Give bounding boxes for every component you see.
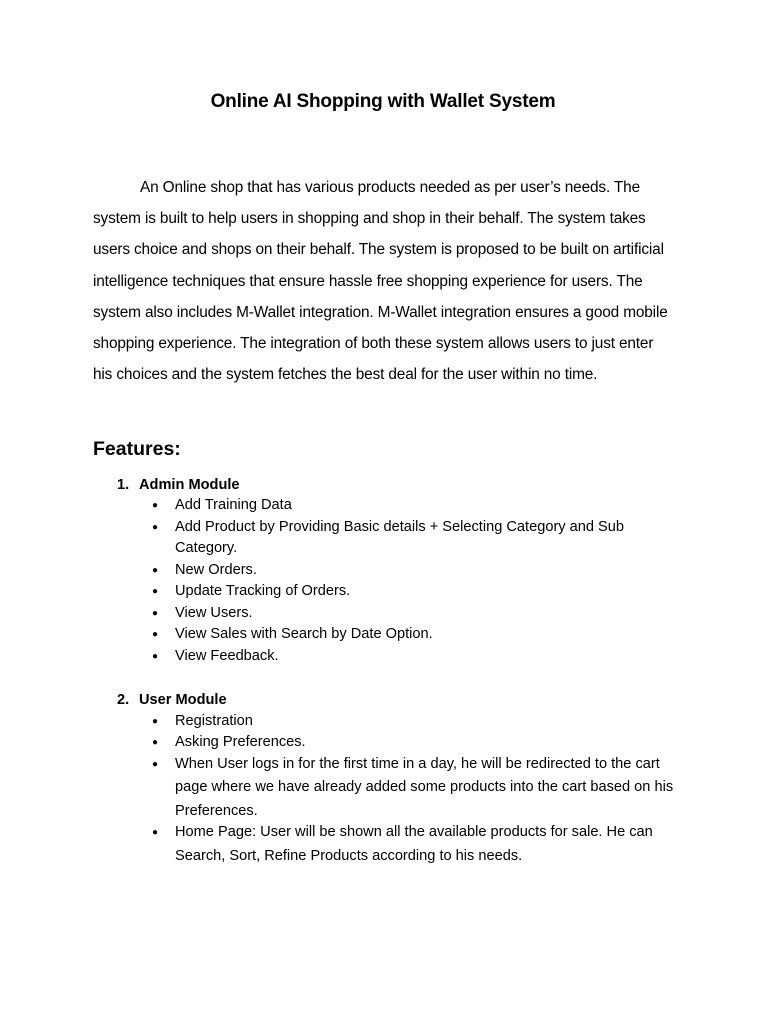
list-item-text: Home Page: User will be shown all the available products for sale. He can Search, Sort, Refine Products according to his needs. bbox=[175, 824, 653, 865]
bullet-icon: ● bbox=[152, 586, 159, 597]
list-item bbox=[148, 646, 678, 668]
list-item bbox=[148, 495, 678, 517]
list-item-text: New Orders. bbox=[175, 561, 257, 578]
list-item-text: Add Product by Providing Basic details + Selecting Category and Sub Category. bbox=[175, 518, 625, 556]
list-item-text: Update Tracking of Orders. bbox=[175, 583, 351, 599]
bullet-icon: ● bbox=[152, 758, 159, 770]
intro-paragraph: An Online shop that has various products needed as per user’s needs. The system is built to help users in shopping and shop in their behalf. The system takes users choice and shops on their behalf. The system is proposed to be built on artificial intelligence techniques that ensure hassle free shopping experience for users. The system also includes M-Wallet integration. M-Wallet integration ensures a good mobile shopping experience. The integration of both these system allows users to just enter his choices and the system fetches the best deal for the user within no time. bbox=[93, 179, 668, 384]
list-item bbox=[148, 731, 678, 755]
user-module-title bbox=[117, 690, 227, 710]
list-item bbox=[148, 710, 678, 734]
document-title: Online AI Shopping with Wallet System bbox=[210, 91, 556, 112]
list-item-text: View Users. bbox=[175, 604, 253, 621]
list-item bbox=[148, 581, 678, 603]
bullet-icon: ● bbox=[152, 564, 159, 576]
module-title-text: Admin Module bbox=[139, 477, 240, 493]
list-item-text: When User logs in for the first time in a day, he will be redirected to the cart page where we have already added some products into the cart based on his Preferences. bbox=[175, 755, 674, 820]
list-item bbox=[148, 517, 678, 560]
list-item-text: Add Training Data bbox=[175, 497, 292, 513]
list-item-text: View Feedback. bbox=[175, 647, 279, 664]
bullet-icon: ● bbox=[152, 716, 159, 727]
bullet-icon: ● bbox=[152, 500, 159, 511]
list-item bbox=[148, 821, 678, 869]
admin-module-list bbox=[148, 495, 678, 667]
module-title-text: User Module bbox=[139, 692, 227, 708]
list-item bbox=[148, 624, 678, 646]
module-number: 2. bbox=[117, 692, 130, 708]
bullet-icon: ● bbox=[152, 650, 159, 662]
list-item bbox=[148, 560, 678, 582]
module-number: 1. bbox=[117, 477, 130, 493]
user-module-list bbox=[148, 710, 678, 867]
bullet-icon: ● bbox=[152, 827, 159, 839]
admin-module-title bbox=[117, 475, 240, 495]
list-item-text: Asking Preferences. bbox=[175, 734, 306, 751]
features-heading: Features: bbox=[93, 438, 181, 460]
bullet-icon: ● bbox=[152, 629, 159, 640]
list-item-text: Registration bbox=[175, 713, 253, 729]
bullet-icon: ● bbox=[152, 521, 159, 533]
list-item-text: View Sales with Search by Date Option. bbox=[175, 626, 433, 642]
list-item bbox=[148, 753, 678, 824]
bullet-icon: ● bbox=[152, 737, 159, 749]
bullet-icon: ● bbox=[152, 607, 159, 619]
list-item bbox=[148, 603, 678, 625]
